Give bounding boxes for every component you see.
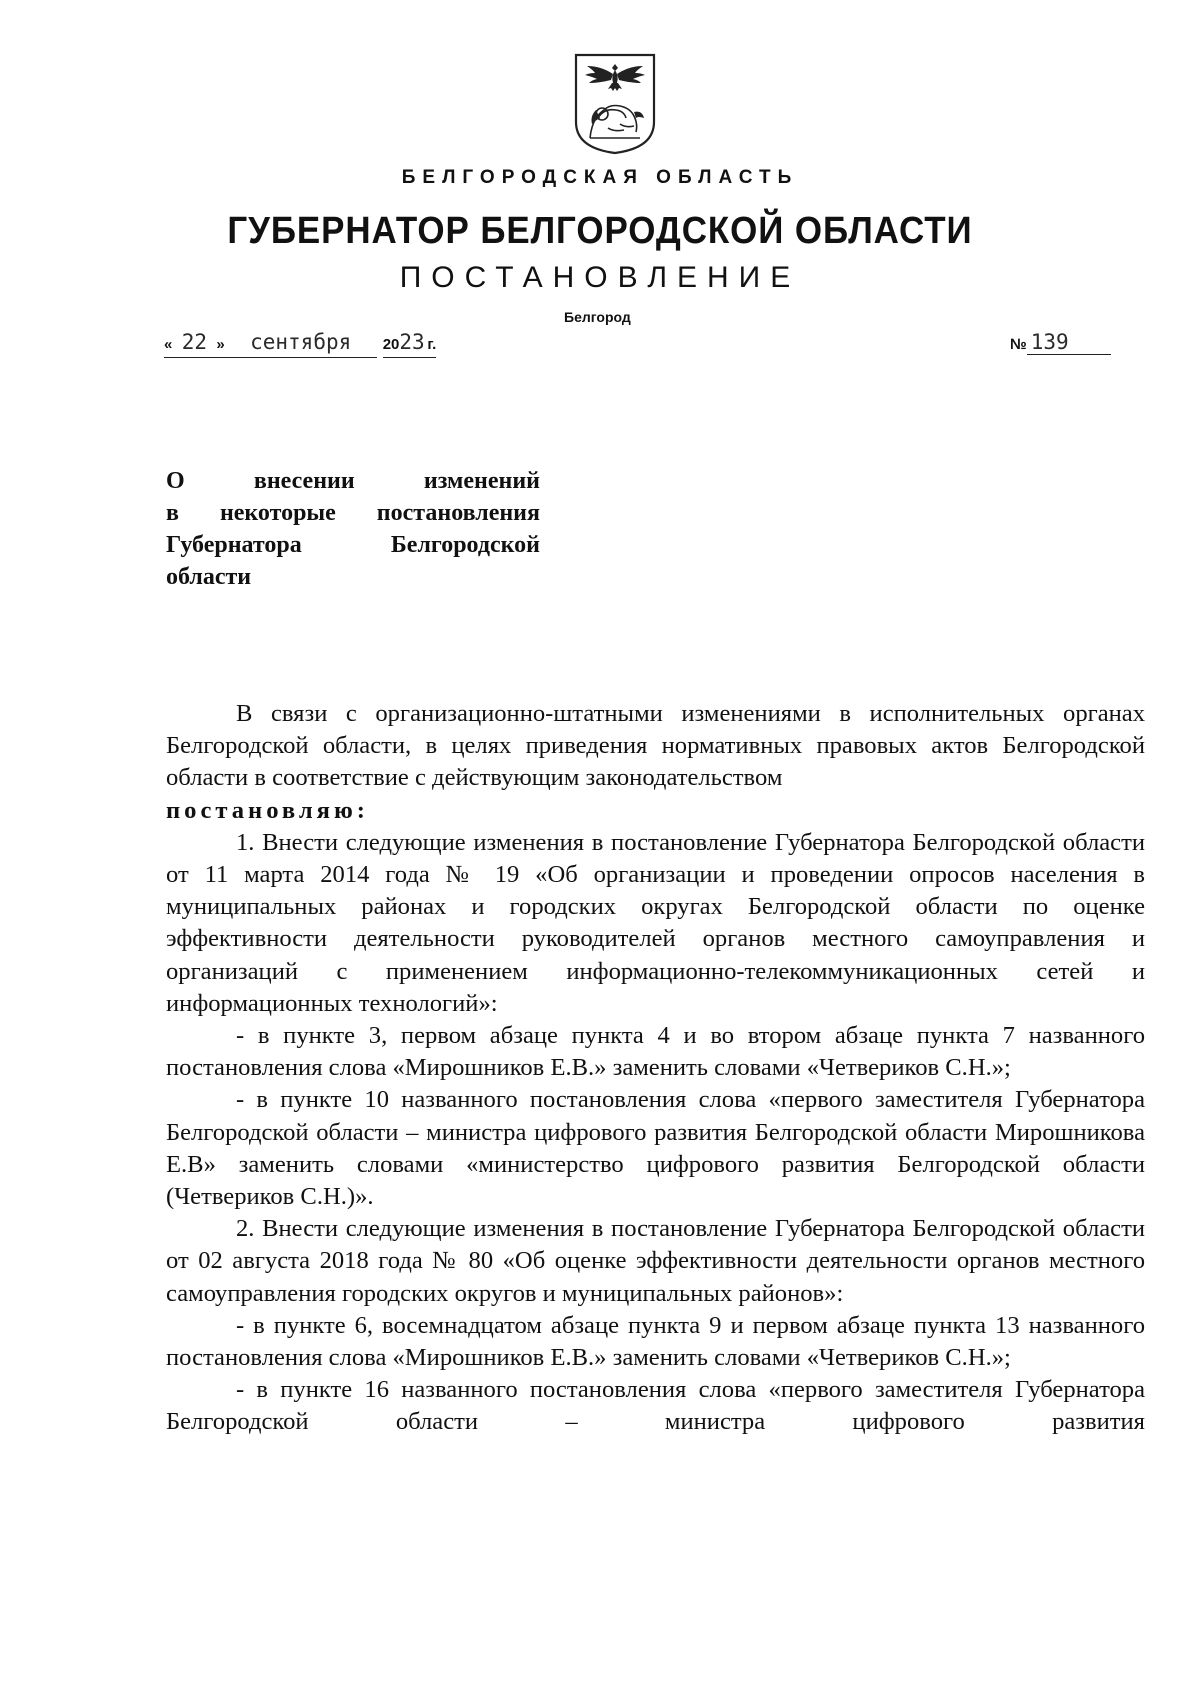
date-line: [164, 330, 436, 360]
date-month-field: [225, 330, 377, 358]
date-year-suffix: 23: [399, 330, 425, 354]
document-subject: [166, 465, 540, 593]
document-number-line: [1010, 330, 1111, 360]
subject-line: области: [166, 564, 252, 590]
clause-1-item-a: - в пункте 3, первом абзаце пункта 4 и во втором абзаце пункта 7 названного постановления слова «Мирошников Е.В.» заменить словами «Четвериков С.Н.»;: [166, 1022, 1145, 1082]
close-quote: »: [216, 336, 225, 353]
city-name: Белгород: [564, 309, 631, 325]
subject-line: в некоторые постановления: [166, 500, 540, 526]
coat-of-arms-icon: [572, 52, 658, 156]
subject-line: Губернатора Белгородской: [166, 532, 540, 558]
subject-line: О внесении изменений: [166, 468, 540, 494]
intro-paragraph: В связи с организационно-штатными изменениями в исполнительных органах Белгородской области, в целях приведения нормативных правовых актов Белгородской области в соответствие с действующим законодательством: [166, 700, 1145, 792]
date-day-field: [164, 330, 225, 358]
date-month: сентября: [250, 330, 352, 354]
decree-paragraph: [166, 795, 1145, 827]
date-year-field: [383, 330, 437, 358]
date-day: 22: [181, 330, 207, 354]
document-body: [166, 698, 1145, 1439]
document-type: ПОСТАНОВЛЕНИЕ: [399, 261, 801, 294]
clause-2-item-a: - в пункте 6, восемнадцатом абзаце пункта 9 и первом абзаце пункта 13 названного постановления слова «Мирошников Е.В.» заменить словами «Четвериков С.Н.»;: [166, 1311, 1145, 1372]
clause-1: 1. Внести следующие изменения в постановление Губернатора Белгородской области от 11 марта 2014 года № 19 «Об организации и проведении опросов населения в муниципальных районах и городских округах Белгородской области по оценке эффективности деятельности руководителей органов местного самоуправления и организаций с применением информационно-телекоммуникационных сетей и информационных технологий»:: [166, 828, 1145, 1017]
number-label: №: [1010, 336, 1027, 353]
document-number: 139: [1027, 330, 1111, 355]
clause-2-item-b: - в пункте 16 названного постановления слова «первого заместителя Губернатора Белгородской области – министра цифрового развития: [166, 1376, 1145, 1436]
decree-word: постановляю:: [166, 796, 369, 824]
open-quote: «: [164, 336, 173, 353]
date-year-prefix: 20: [382, 336, 400, 353]
region-name: БЕЛГОРОДСКАЯ ОБЛАСТЬ: [401, 167, 799, 188]
authority-title: ГУБЕРНАТОР БЕЛГОРОДСКОЙ ОБЛАСТИ: [227, 210, 973, 252]
clause-1-item-b: - в пункте 10 названного постановления слова «первого заместителя Губернатора Белгородской области – министра цифрового развития Белгородской области Мирошникова Е.В» заменить словами «министерство цифрового развития Белгородской области (Четвериков С.Н.)».: [166, 1086, 1145, 1211]
date-year-unit: г.: [427, 336, 437, 353]
clause-2: 2. Внести следующие изменения в постановление Губернатора Белгородской области от 02 августа 2018 года № 80 «Об оценке эффективности деятельности органов местного самоуправления городских округов и муниципальных районов»:: [166, 1215, 1145, 1307]
